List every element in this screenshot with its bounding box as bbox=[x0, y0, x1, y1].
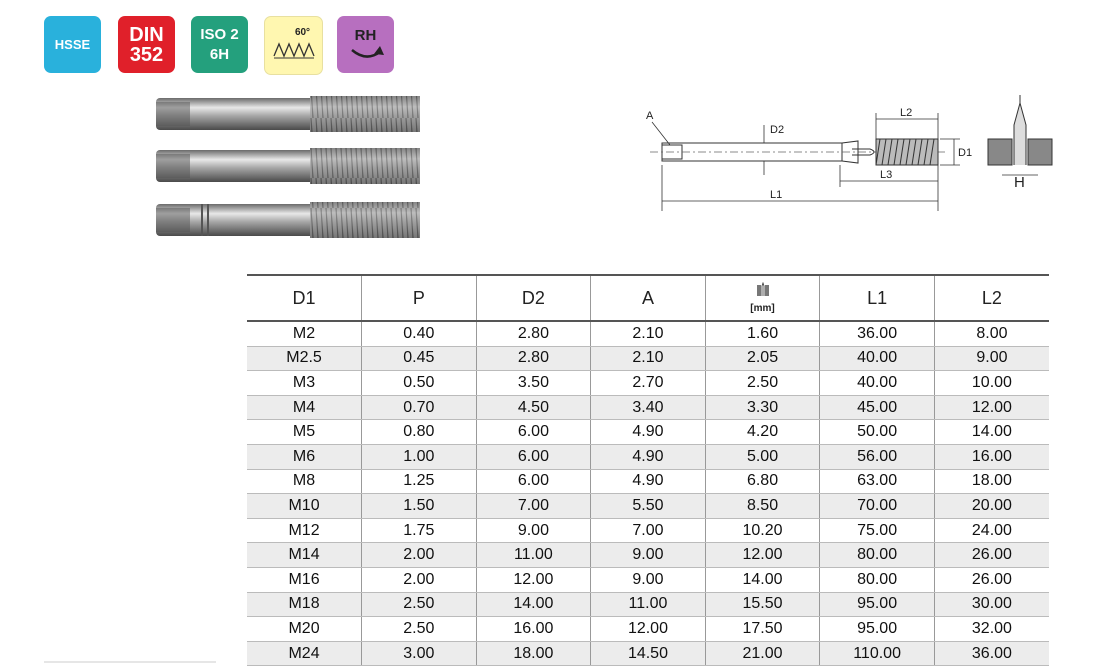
cell-l2: 24.00 bbox=[934, 518, 1049, 543]
thread-angle-label: 60° bbox=[294, 27, 311, 38]
cell-d2: 6.00 bbox=[476, 444, 591, 469]
cell-l1: 110.00 bbox=[820, 641, 935, 666]
dim-l3-label: L3 bbox=[880, 169, 893, 181]
dim-h-label: H bbox=[1014, 174, 1025, 191]
table-row bbox=[247, 567, 1049, 592]
cell-l1: 70.00 bbox=[820, 494, 935, 519]
header-d2: D2 bbox=[476, 275, 591, 321]
header-drill-size bbox=[705, 275, 820, 321]
hsse-label: HSSE bbox=[54, 37, 91, 52]
cell-d1: M6 bbox=[247, 444, 362, 469]
din-label: DIN bbox=[129, 23, 164, 46]
cell-l2: 26.00 bbox=[934, 567, 1049, 592]
cell-p: 3.00 bbox=[362, 641, 477, 666]
cell-d2: 16.00 bbox=[476, 617, 591, 642]
cell-l1: 63.00 bbox=[820, 469, 935, 494]
cell-p: 1.25 bbox=[362, 469, 477, 494]
cell-d1: M24 bbox=[247, 641, 362, 666]
table-row bbox=[247, 494, 1049, 519]
header-d1: D1 bbox=[247, 275, 362, 321]
cell-drill: 2.05 bbox=[705, 346, 820, 371]
cell-d1: M18 bbox=[247, 592, 362, 617]
cell-a: 2.10 bbox=[591, 321, 706, 346]
cell-a: 4.90 bbox=[591, 420, 706, 445]
tap-plug bbox=[156, 148, 420, 184]
cell-a: 2.70 bbox=[591, 371, 706, 396]
table-row bbox=[247, 346, 1049, 371]
tap-dimensions-table-container bbox=[247, 274, 1049, 666]
cell-p: 0.45 bbox=[362, 346, 477, 371]
cell-l1: 95.00 bbox=[820, 617, 935, 642]
cell-drill: 5.00 bbox=[705, 444, 820, 469]
cell-p: 1.75 bbox=[362, 518, 477, 543]
cell-d2: 12.00 bbox=[476, 567, 591, 592]
din-number: 352 bbox=[129, 43, 164, 66]
cell-l2: 36.00 bbox=[934, 641, 1049, 666]
cell-d2: 6.00 bbox=[476, 469, 591, 494]
cell-d1: M5 bbox=[247, 420, 362, 445]
cell-l1: 75.00 bbox=[820, 518, 935, 543]
table-header-row bbox=[247, 275, 1049, 321]
drill-bit-icon bbox=[755, 282, 771, 298]
rotation-arrow-icon bbox=[346, 44, 386, 62]
hsse-badge bbox=[44, 16, 101, 73]
cell-p: 1.50 bbox=[362, 494, 477, 519]
dim-d2-label: D2 bbox=[770, 124, 785, 136]
iso-tolerance-badge bbox=[191, 16, 248, 73]
cell-a: 7.00 bbox=[591, 518, 706, 543]
cell-d1: M8 bbox=[247, 469, 362, 494]
cell-l1: 80.00 bbox=[820, 567, 935, 592]
cell-l2: 8.00 bbox=[934, 321, 1049, 346]
cell-p: 2.50 bbox=[362, 592, 477, 617]
cell-l2: 26.00 bbox=[934, 543, 1049, 568]
cell-a: 4.90 bbox=[591, 469, 706, 494]
rh-label: RH bbox=[354, 27, 377, 44]
cell-p: 0.80 bbox=[362, 420, 477, 445]
table-row bbox=[247, 617, 1049, 642]
cell-d2: 4.50 bbox=[476, 395, 591, 420]
cell-a: 9.00 bbox=[591, 567, 706, 592]
cell-drill: 21.00 bbox=[705, 641, 820, 666]
table-row bbox=[247, 518, 1049, 543]
cell-l1: 36.00 bbox=[820, 321, 935, 346]
dim-l1-label: L1 bbox=[770, 189, 783, 201]
thread-angle-badge bbox=[264, 16, 323, 75]
cell-drill: 12.00 bbox=[705, 543, 820, 568]
cell-d2: 3.50 bbox=[476, 371, 591, 396]
cell-l2: 14.00 bbox=[934, 420, 1049, 445]
dim-l2-label: L2 bbox=[900, 107, 913, 119]
cell-d1: M10 bbox=[247, 494, 362, 519]
cell-l2: 12.00 bbox=[934, 395, 1049, 420]
header-a: A bbox=[591, 275, 706, 321]
dim-d1-label: D1 bbox=[958, 147, 973, 159]
cell-d2: 18.00 bbox=[476, 641, 591, 666]
cell-p: 0.50 bbox=[362, 371, 477, 396]
cell-d1: M4 bbox=[247, 395, 362, 420]
drill-unit-label: [mm] bbox=[750, 303, 775, 314]
cell-drill: 15.50 bbox=[705, 592, 820, 617]
table-row bbox=[247, 543, 1049, 568]
hand-tap-set-image bbox=[150, 88, 430, 248]
cell-a: 11.00 bbox=[591, 592, 706, 617]
cell-l1: 50.00 bbox=[820, 420, 935, 445]
cell-l1: 40.00 bbox=[820, 371, 935, 396]
cell-l2: 16.00 bbox=[934, 444, 1049, 469]
header-l2: L2 bbox=[934, 275, 1049, 321]
din-352-badge bbox=[118, 16, 175, 73]
cell-l2: 20.00 bbox=[934, 494, 1049, 519]
cell-a: 3.40 bbox=[591, 395, 706, 420]
tap-dimensions-table bbox=[247, 274, 1049, 666]
cell-d2: 7.00 bbox=[476, 494, 591, 519]
tap-bottoming bbox=[156, 202, 420, 238]
cell-l1: 45.00 bbox=[820, 395, 935, 420]
cell-a: 4.90 bbox=[591, 444, 706, 469]
cell-p: 2.00 bbox=[362, 543, 477, 568]
table-row bbox=[247, 321, 1049, 346]
cell-d1: M2.5 bbox=[247, 346, 362, 371]
cell-p: 1.00 bbox=[362, 444, 477, 469]
cell-d1: M20 bbox=[247, 617, 362, 642]
cell-drill: 1.60 bbox=[705, 321, 820, 346]
cell-d1: M2 bbox=[247, 321, 362, 346]
cell-d2: 11.00 bbox=[476, 543, 591, 568]
divider bbox=[44, 661, 216, 663]
cell-l2: 9.00 bbox=[934, 346, 1049, 371]
table-body bbox=[247, 321, 1049, 666]
cell-a: 9.00 bbox=[591, 543, 706, 568]
cell-d2: 2.80 bbox=[476, 321, 591, 346]
iso-class: 6H bbox=[209, 45, 230, 63]
thread-profile-icon bbox=[272, 38, 316, 60]
cell-a: 14.50 bbox=[591, 641, 706, 666]
cell-drill: 4.20 bbox=[705, 420, 820, 445]
cell-drill: 3.30 bbox=[705, 395, 820, 420]
cell-d1: M12 bbox=[247, 518, 362, 543]
cell-a: 5.50 bbox=[591, 494, 706, 519]
right-hand-badge bbox=[337, 16, 394, 73]
cell-p: 2.00 bbox=[362, 567, 477, 592]
cell-l2: 10.00 bbox=[934, 371, 1049, 396]
header-l1: L1 bbox=[820, 275, 935, 321]
cell-d1: M3 bbox=[247, 371, 362, 396]
table-row bbox=[247, 592, 1049, 617]
table-row bbox=[247, 469, 1049, 494]
table-row bbox=[247, 444, 1049, 469]
cell-l1: 40.00 bbox=[820, 346, 935, 371]
cell-drill: 8.50 bbox=[705, 494, 820, 519]
cell-drill: 14.00 bbox=[705, 567, 820, 592]
cell-drill: 2.50 bbox=[705, 371, 820, 396]
table-row bbox=[247, 371, 1049, 396]
cell-l1: 95.00 bbox=[820, 592, 935, 617]
cell-l2: 18.00 bbox=[934, 469, 1049, 494]
cell-p: 2.50 bbox=[362, 617, 477, 642]
cell-a: 12.00 bbox=[591, 617, 706, 642]
cell-drill: 17.50 bbox=[705, 617, 820, 642]
dim-a-label: A bbox=[646, 110, 654, 122]
cell-p: 0.70 bbox=[362, 395, 477, 420]
table-row bbox=[247, 420, 1049, 445]
cell-d2: 2.80 bbox=[476, 346, 591, 371]
cell-l2: 32.00 bbox=[934, 617, 1049, 642]
cell-d2: 9.00 bbox=[476, 518, 591, 543]
iso-label: ISO 2 bbox=[200, 25, 239, 43]
cell-d1: M14 bbox=[247, 543, 362, 568]
tap-taper bbox=[156, 96, 420, 132]
cell-a: 2.10 bbox=[591, 346, 706, 371]
cell-d2: 14.00 bbox=[476, 592, 591, 617]
cell-d2: 6.00 bbox=[476, 420, 591, 445]
cell-drill: 6.80 bbox=[705, 469, 820, 494]
table-row bbox=[247, 641, 1049, 666]
table-row bbox=[247, 395, 1049, 420]
cell-d1: M16 bbox=[247, 567, 362, 592]
cell-l1: 80.00 bbox=[820, 543, 935, 568]
cell-drill: 10.20 bbox=[705, 518, 820, 543]
cell-l2: 30.00 bbox=[934, 592, 1049, 617]
cell-l1: 56.00 bbox=[820, 444, 935, 469]
tap-dimension-drawing bbox=[640, 95, 1060, 220]
header-p: P bbox=[362, 275, 477, 321]
cell-p: 0.40 bbox=[362, 321, 477, 346]
